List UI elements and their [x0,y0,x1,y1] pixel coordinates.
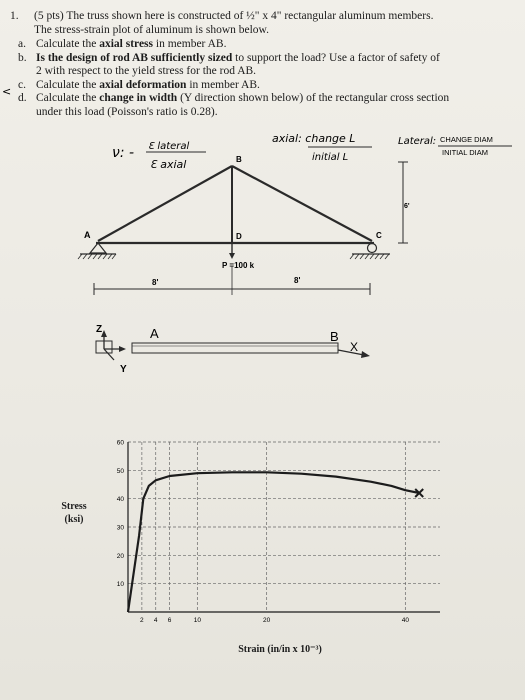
part-d-lead: Calculate the [36,92,100,105]
pin-support-a [90,243,106,253]
x-tick-label: 6 [167,617,172,624]
span-left-label: 8' [152,278,159,287]
stress-strain-chart [117,440,440,625]
x-axis-stub-arrow [119,346,126,352]
part-b-line2: 2 with respect to the yield stress for the rod AB. [36,65,257,78]
margin-mark: < [2,85,12,98]
intro-line-1: (5 pts) The truss shown here is constructed of ½" x 4" rectangular aluminum members. [34,10,434,22]
eps-axial: Ɛ axial [150,158,187,171]
stress-strain-curve [128,472,419,612]
node-a-label: A [84,230,91,240]
ground-hatch-c [350,254,389,259]
intro-line-2: The stress-strain plot of aluminum is shown below. [34,23,269,36]
member-bc [232,166,372,241]
part-d-bold: change in width [99,92,178,105]
problem-number: 1. [10,10,19,22]
member-end-b: B [330,329,339,344]
y-tick-label: 10 [116,581,124,589]
lateral-numerator: CHANGE DIAM [440,135,493,144]
chart-x-label: Strain (in/in x 10⁻³) [238,644,322,655]
y-tick-label: 20 [116,552,124,560]
part-c-tail: in member AB. [186,78,260,91]
axial-denominator: initial L [312,152,349,163]
node-d-label: D [236,232,242,241]
truss-diagram [78,155,410,295]
span-right-label: 8' [294,276,301,285]
lateral-denominator: INITIAL DIAM [442,148,488,157]
part-c-lead: Calculate the [36,78,100,91]
axis-x-label: X [350,340,359,354]
x-tick-label: 40 [401,617,409,624]
part-d-line2: under this load (Poisson's ratio is 0.28). [36,105,218,118]
lateral-note: Lateral: [398,136,437,147]
load-label: P =100 k [222,261,255,270]
part-c-label: c. [18,78,26,91]
y-tick-label: 50 [116,467,124,475]
node-b-label: B [236,155,242,164]
part-b-label: b. [18,51,27,64]
member-ab [98,166,232,241]
height-label: 6' [404,203,410,210]
y-tick-label: 60 [116,439,124,447]
member-bar [132,343,338,353]
part-b-tail: to support the load? Use a factor of safety of [232,51,440,64]
x-tick-label: 4 [153,617,158,624]
axis-z-label: Z [96,324,103,335]
roller-support-c [368,244,377,253]
axis-y-label: Y [120,364,127,375]
part-d-tail: (Y direction shown below) of the rectangular cross section [177,92,450,105]
part-a-lead: Calculate the [36,38,100,50]
part-a-tail: in member AB. [153,38,227,50]
chart-y-label: Stress (ksi) [61,501,87,525]
x-tick-label: 20 [263,617,271,624]
eps-lateral: Ɛ lateral [148,141,190,152]
load-arrow-head [229,253,235,259]
ground-hatch-a [78,254,116,259]
part-a-bold: axial stress [99,38,154,50]
y-tick-label: 40 [116,496,124,504]
nu-equation: ν: - [112,145,135,161]
x-tick-label: 2 [140,617,144,624]
node-c-label: C [376,231,382,240]
x-axis-arrow [361,351,370,358]
member-ab-sketch [96,324,370,375]
part-a-label: a. [18,38,26,50]
part-c-bold: axial deformation [99,78,187,91]
x-tick-label: 10 [193,617,201,624]
member-end-a: A [150,326,159,341]
y-tick-label: 30 [116,524,124,532]
part-d-label: d. [18,92,27,105]
part-b-bold: Is the design of rod AB sufficiently sized [36,51,233,64]
axial-note: axial: change L [272,132,356,145]
